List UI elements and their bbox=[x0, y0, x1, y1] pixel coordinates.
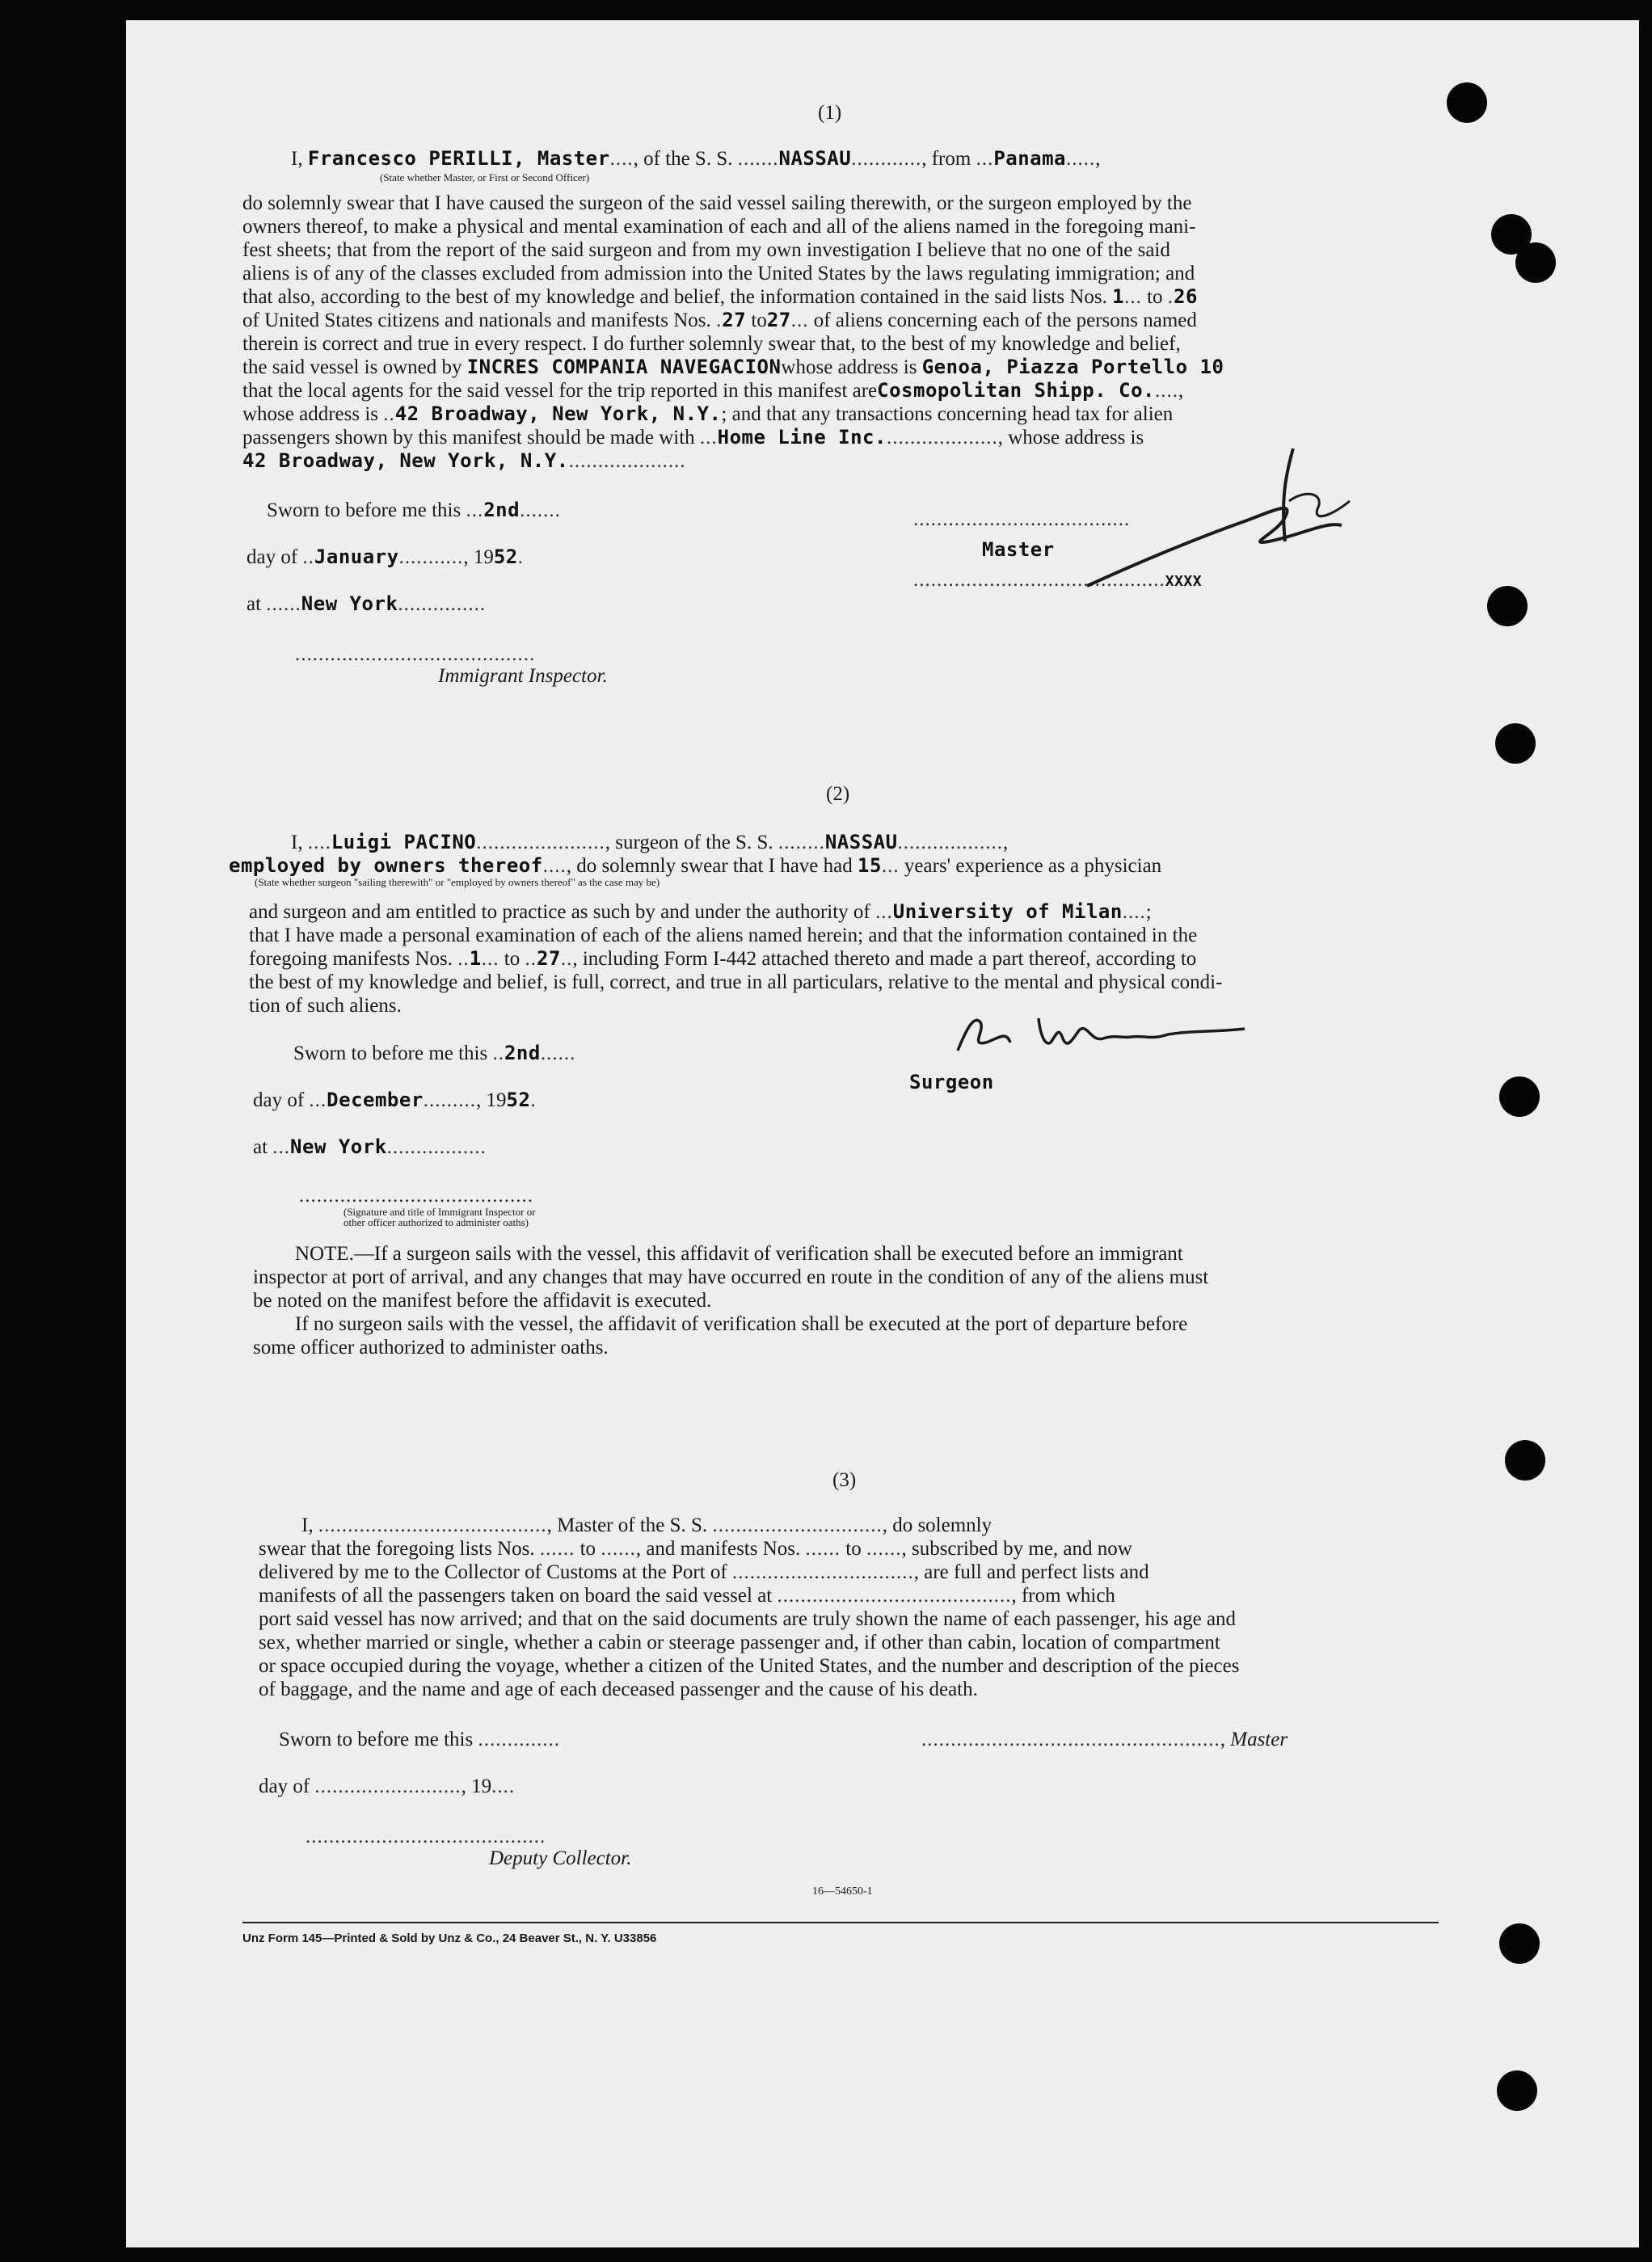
s1-line-2: owners thereof, to make a physical and mental examination of each and all of the aliens named in the foregoing mani- bbox=[242, 216, 1196, 238]
s1-line-5: that also, according to the best of my knowledge and belief, the information contained in the said lists Nos. 1... to .26 bbox=[242, 285, 1198, 308]
footer-rule bbox=[242, 1922, 1439, 1923]
s3-line-1: I, ......................................., Master of the S. S. ............................., do solemnly bbox=[301, 1514, 992, 1536]
ship-name: NASSAU bbox=[778, 147, 852, 170]
punch-hole-4 bbox=[1487, 586, 1528, 626]
lists-from: 1 bbox=[1112, 285, 1125, 308]
s2-note-3: be noted on the manifest before the affidavit is executed. bbox=[253, 1290, 712, 1312]
employment: employed by owners thereof bbox=[229, 854, 543, 877]
manifests-to: 27 bbox=[766, 309, 791, 331]
local-agents: Cosmopolitan Shipp. Co. bbox=[877, 379, 1155, 402]
section2-oath-line: I, ....Luigi PACINO......................, surgeon of the S. S. ........NASSAU.................., bbox=[291, 831, 1009, 853]
punch-hole-9 bbox=[1497, 2070, 1537, 2111]
s2-line-2: that I have made a personal examination of each of the aliens named herein; and that the information contained in the bbox=[249, 925, 1198, 946]
master-name: Francesco PERILLI, Master bbox=[307, 147, 610, 170]
owner-address: Genoa, Piazza Portello 10 bbox=[921, 356, 1224, 378]
employment-note: (State whether surgeon "sailing therewith" or "employed by owners thereof" as the case may be) bbox=[255, 876, 660, 888]
punch-hole-3 bbox=[1515, 242, 1556, 283]
punch-hole-8 bbox=[1499, 1923, 1540, 1964]
lists-to: 26 bbox=[1174, 285, 1198, 308]
s2-line-5: tion of such aliens. bbox=[249, 995, 402, 1017]
s3-sworn-month: day of ........................., 19.... bbox=[259, 1775, 516, 1797]
s1-line-8: the said vessel is owned by INCRES COMPANIA NAVEGACIONwhose address is Genoa, Piazza Portello 10 bbox=[242, 356, 1224, 378]
s1-line-9: that the local agents for the said vessel for the trip reported in this manifest areCosmopolitan Shipp. Co....., bbox=[242, 379, 1184, 402]
head-tax-agent: Home Line Inc. bbox=[717, 426, 887, 449]
section2-number: (2) bbox=[826, 783, 850, 805]
s1-line-10: whose address is ..42 Broadway, New York, N.Y.; and that any transactions concerning head tax for alien bbox=[242, 402, 1174, 425]
owner-name: INCRES COMPANIA NAVEGACION bbox=[466, 356, 782, 378]
s2-officer-line: ........................................ bbox=[299, 1185, 533, 1207]
s2-surgeon-label: Surgeon bbox=[909, 1071, 994, 1093]
s2-manifests-to: 27 bbox=[536, 947, 561, 970]
s2-note-1: NOTE.—If a surgeon sails with the vessel, this affidavit of verification shall be executed before an immigrant bbox=[295, 1243, 1183, 1265]
s2-line-3: foregoing manifests Nos. ..1... to ..27.., including Form I-442 attached thereto and made a part thereof, according to bbox=[249, 947, 1197, 970]
s1-line-1: do solemnly swear that I have caused the surgeon of the said vessel sailing therewith, or the surgeon employed by the bbox=[242, 192, 1192, 214]
s2-line-4: the best of my knowledge and belief, is full, correct, and true in all particulars, relative to the mental and physical condi- bbox=[249, 971, 1223, 993]
s2-sworn-day: Sworn to before me this ..2nd...... bbox=[293, 1042, 576, 1064]
rank-note: (State whether Master, or First or Second Officer) bbox=[380, 171, 590, 183]
punch-hole-6 bbox=[1499, 1076, 1540, 1117]
s1-line-6: of United States citizens and nationals and manifests Nos. .27 to27... of aliens concerning each of the persons named bbox=[242, 309, 1197, 331]
section3-number: (3) bbox=[832, 1469, 857, 1491]
s2-line-1: and surgeon and am entitled to practice as such by and under the authority of ...University of Milan....; bbox=[249, 900, 1152, 923]
s3-sworn-day: Sworn to before me this .............. bbox=[279, 1729, 560, 1750]
s2-officer-note-1: (Signature and title of Immigrant Inspector or bbox=[343, 1206, 536, 1218]
s1-master-label: Master bbox=[982, 538, 1055, 561]
s2-sworn-at: at ...New York................. bbox=[253, 1135, 487, 1158]
section1-number: (1) bbox=[818, 102, 842, 124]
punch-hole-1 bbox=[1447, 82, 1487, 123]
s1-line-3: fest sheets; that from the report of the said surgeon and from my own investigation I believe that no one of the said bbox=[242, 239, 1170, 261]
s1-line-7: therein is correct and true in every respect. I do further solemnly swear that, to the best of my knowledge and belief, bbox=[242, 333, 1181, 355]
s3-collector-label: Deputy Collector. bbox=[489, 1847, 632, 1869]
s2-employment-line: employed by owners thereof...., do solemnly swear that I have had 15... years' experience as a physician bbox=[229, 854, 1162, 877]
head-tax-address: 42 Broadway, New York, N.Y. bbox=[242, 449, 569, 472]
surgeon-signature bbox=[950, 1006, 1257, 1063]
s2-note-2: inspector at port of arrival, and any changes that may have occurred en route in the condition of any of the aliens must bbox=[253, 1266, 1209, 1288]
s2-officer-note-2: other officer authorized to administer oaths) bbox=[343, 1216, 529, 1228]
printer-line: Unz Form 145—Printed & Sold by Unz & Co., 24 Beaver St., N. Y. U33856 bbox=[242, 1931, 657, 1945]
s3-line-3: delivered by me to the Collector of Customs at the Port of ..............................., are full and perfect lists and bbox=[259, 1561, 1149, 1583]
s3-line-7: or space occupied during the voyage, whether a citizen of the United States, and the number and description of the pieces bbox=[259, 1655, 1240, 1677]
punch-hole-7 bbox=[1505, 1440, 1545, 1481]
s2-note-4: If no surgeon sails with the vessel, the affidavit of verification shall be executed at the port of departure before bbox=[295, 1313, 1188, 1335]
manifests-from: 27 bbox=[722, 309, 747, 331]
s1-line-4: aliens is of any of the classes excluded from admission into the United States by the laws regulating immigration; and bbox=[242, 263, 1195, 284]
s2-ship-name: NASSAU bbox=[824, 831, 898, 853]
master-signature bbox=[1083, 444, 1358, 590]
section1-oath-line: I, Francesco PERILLI, Master...., of the S. S. .......NASSAU............, from ...Panama....., bbox=[291, 147, 1101, 170]
from-port: Panama bbox=[993, 147, 1067, 170]
s3-collector-line: ......................................... bbox=[306, 1826, 546, 1847]
s3-master-line: ..................................................., Master bbox=[921, 1729, 1288, 1750]
agent-address: 42 Broadway, New York, N.Y. bbox=[394, 402, 722, 425]
years-experience: 15 bbox=[858, 854, 882, 877]
s2-note-5: some officer authorized to administer oaths. bbox=[253, 1337, 609, 1358]
s3-line-2: swear that the foregoing lists Nos. ...... to ......, and manifests Nos. ...... to ......, subscribed by me, and now bbox=[259, 1538, 1132, 1560]
punch-hole-5 bbox=[1495, 723, 1536, 764]
s1-line-12: 42 Broadway, New York, N.Y..................... bbox=[242, 449, 686, 472]
s3-line-4: manifests of all the passengers taken on board the said vessel at ........................................, from which bbox=[259, 1585, 1115, 1607]
s1-line-11: passengers shown by this manifest should be made with ...Home Line Inc...................., whose address is bbox=[242, 426, 1144, 449]
s1-signature-line-top: ..................................... bbox=[913, 508, 1131, 530]
form-number: 16—54650-1 bbox=[812, 1885, 873, 1898]
authority: University of Milan bbox=[892, 900, 1123, 923]
s1-inspector-label: Immigrant Inspector. bbox=[438, 665, 608, 687]
s1-signature-line: ...........................................XXXX bbox=[913, 569, 1203, 591]
s3-line-8: of baggage, and the name and age of each deceased passenger and the cause of his death. bbox=[259, 1679, 978, 1700]
surgeon-name: Luigi PACINO bbox=[331, 831, 477, 853]
s1-sworn-at: at ......New York............... bbox=[247, 592, 487, 615]
s2-sworn-month: day of ...December........., 1952. bbox=[253, 1089, 537, 1111]
s1-sworn-day: Sworn to before me this ...2nd....... bbox=[267, 499, 561, 521]
s1-inspector-line: ......................................... bbox=[295, 643, 536, 665]
s3-line-5: port said vessel has now arrived; and that on the said documents are truly shown the name of each passenger, his age and bbox=[259, 1608, 1237, 1630]
s2-manifests-from: 1 bbox=[469, 947, 482, 970]
s3-master-label: Master bbox=[1230, 1729, 1288, 1750]
s3-line-6: sex, whether married or single, whether a cabin or steerage passenger and, if other than cabin, location of compartment bbox=[259, 1632, 1220, 1653]
s1-sworn-month: day of ..January..........., 1952. bbox=[247, 545, 524, 568]
